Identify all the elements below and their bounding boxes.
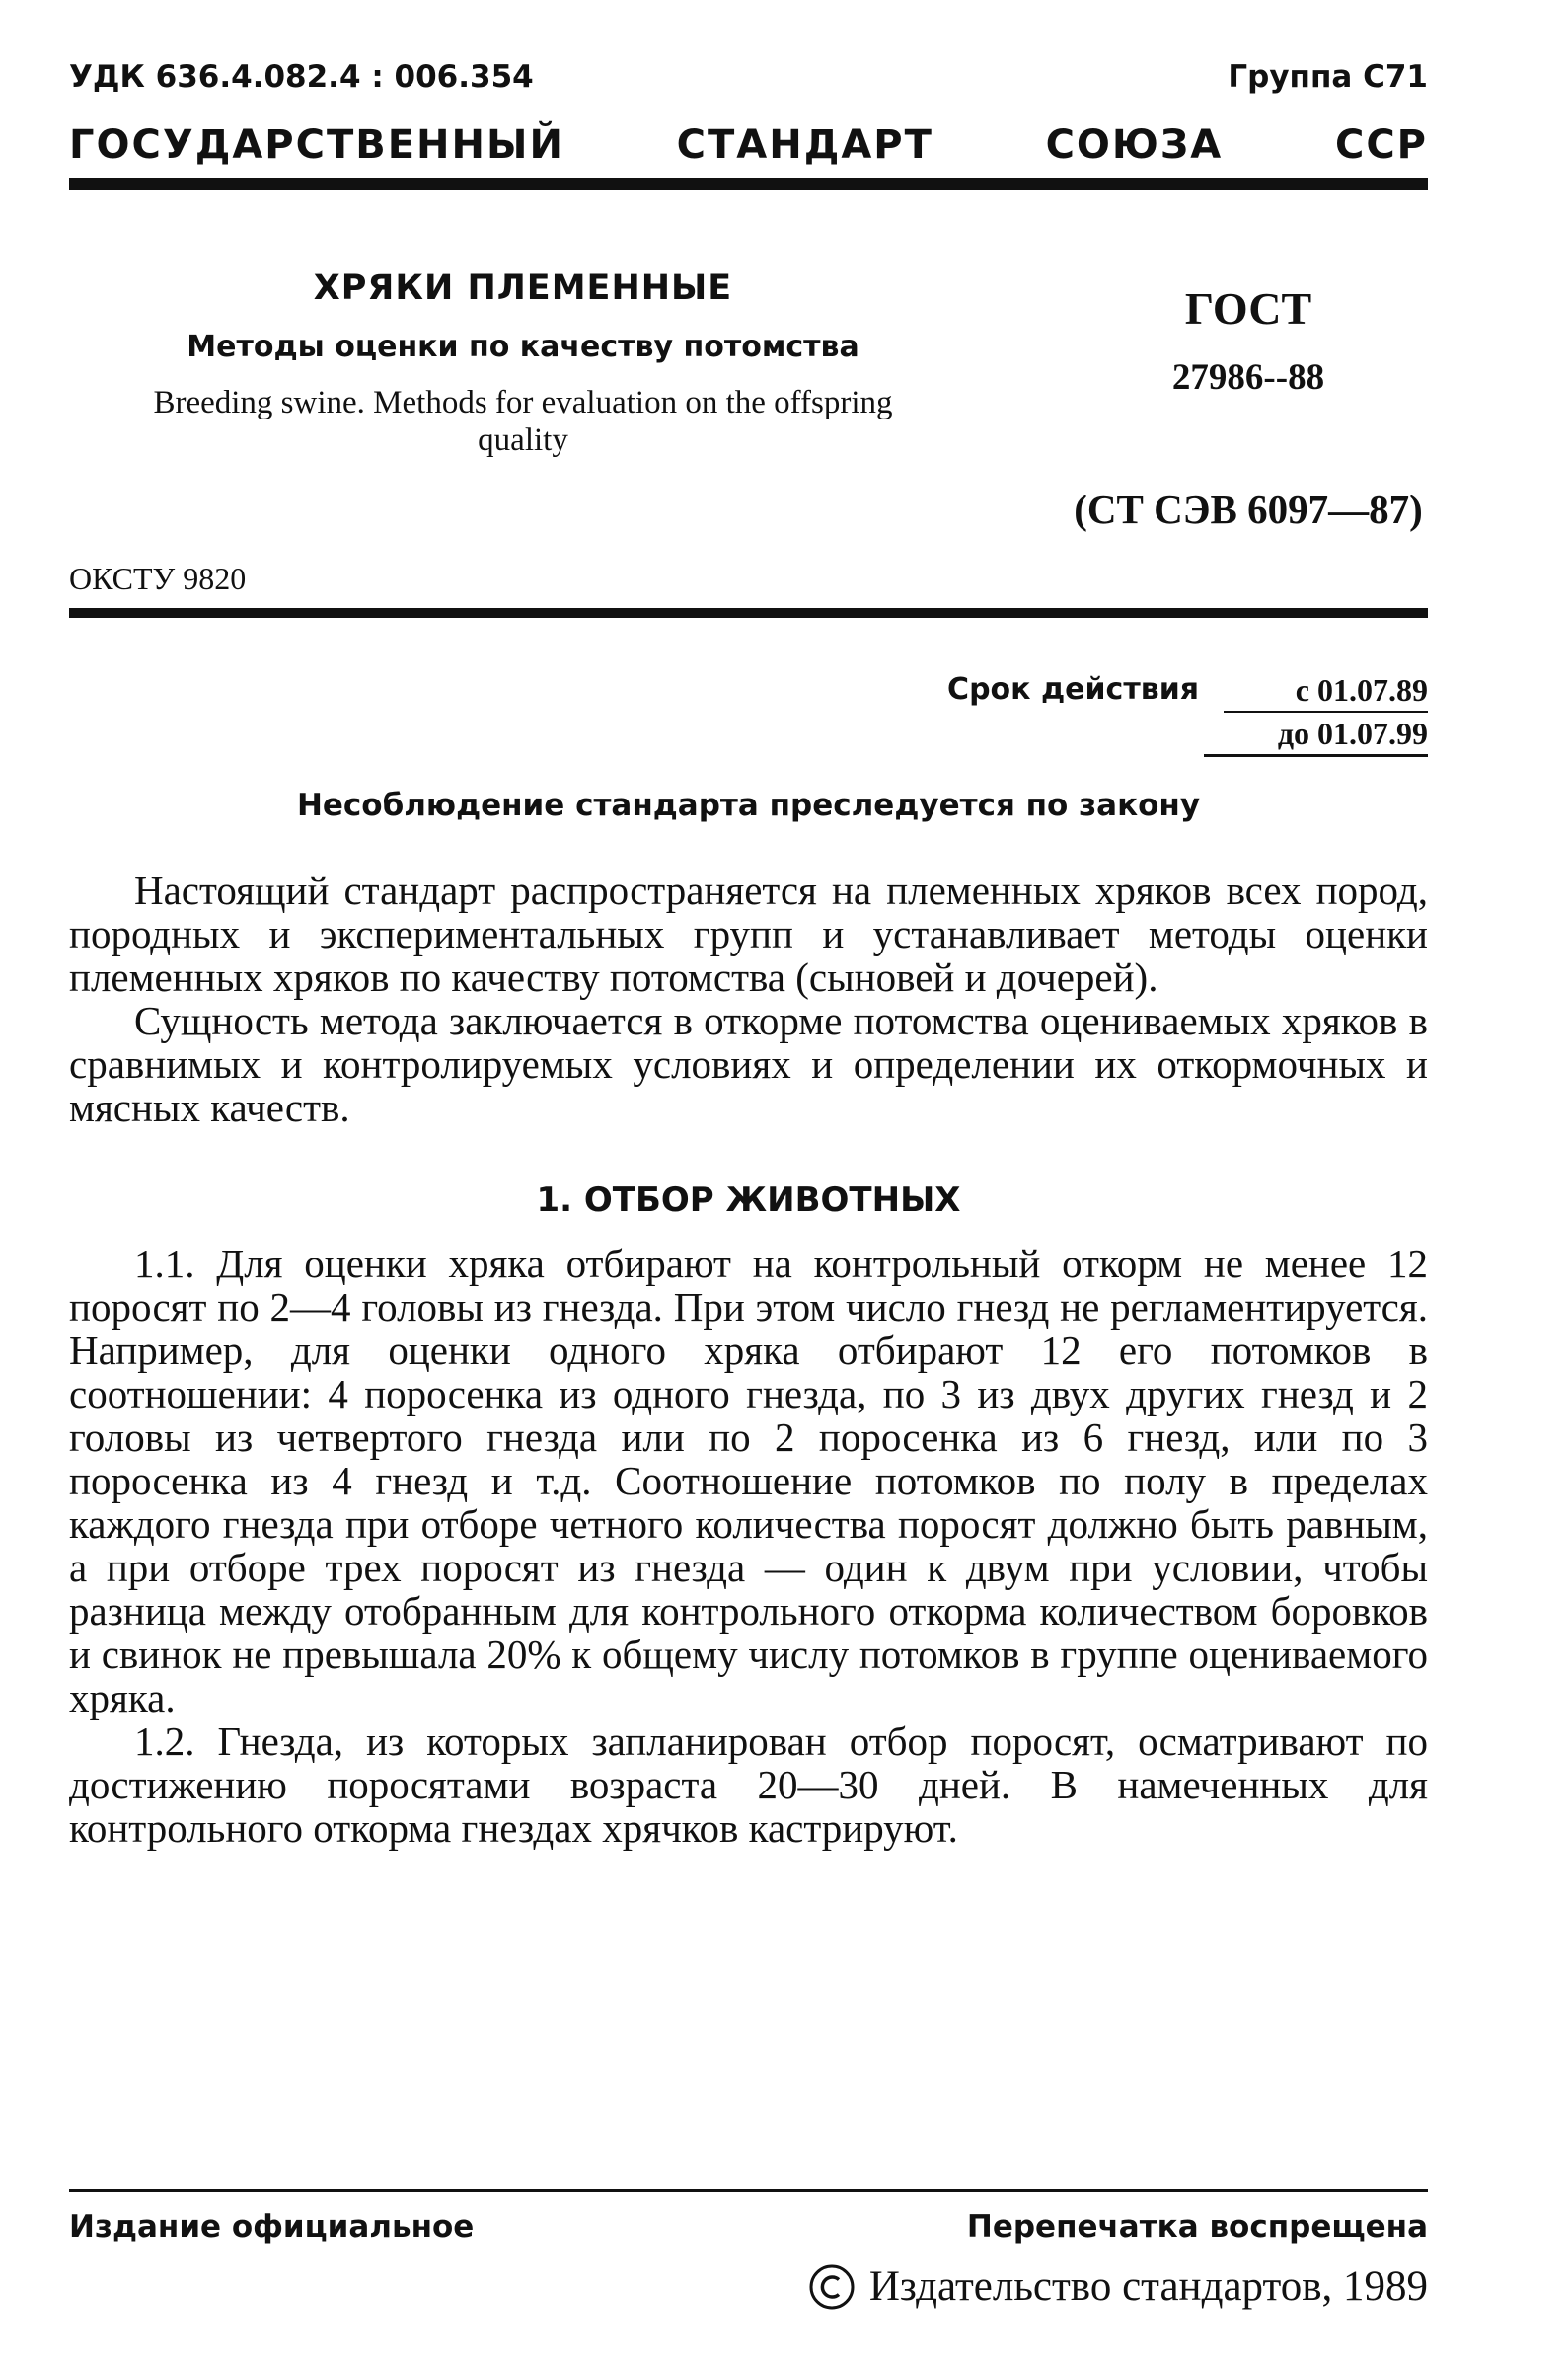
intro-paragraph: Сущность метода заключается в откорме потомства оцениваемых хряков в сравнимых и контролируемых условиях и определении их откормочных и мясных качеств.: [69, 998, 1428, 1130]
okstu-code: ОКСТУ 9820: [69, 561, 247, 596]
valid-to-date: до 01.07.99: [1277, 716, 1428, 751]
gost-label: ГОСТ: [1184, 283, 1312, 334]
edition-label: Издание официальное: [69, 2209, 475, 2245]
publisher-text: Издательство стандартов, 1989: [868, 2263, 1428, 2310]
title-block: [99, 268, 947, 459]
gost-designation: [1066, 282, 1431, 533]
document-subtitle: Методы оценки по качеству потомства: [187, 330, 859, 364]
valid-to-underline: [1204, 754, 1428, 757]
intro-paragraph: Настоящий стандарт распространяется на племенных хряков всех пород, породных и экспериментальных групп и устанавливает методы оценки племенных хряков по качеству потомства (сыновей и дочерей).: [69, 868, 1428, 1000]
state-standard-title: ГОСУДАРСТВЕННЫЙ СТАНДАРТ СОЮЗА ССР: [69, 122, 1428, 168]
reprint-notice: Перепечатка воспрещена: [966, 2209, 1428, 2245]
gost-number: 27986--88: [1171, 357, 1325, 398]
body-text: [69, 869, 1428, 1850]
valid-from-date: с 01.07.89: [1295, 672, 1428, 708]
group-code: Группа С71: [1228, 59, 1428, 95]
validity-label: Срок действия: [947, 672, 1199, 707]
section-heading: 1. ОТБОР ЖИВОТНЫХ: [536, 1181, 961, 1220]
sev-number: (СТ СЭВ 6097—87): [1074, 487, 1423, 532]
udk-code: УДК 636.4.082.4 : 006.354: [69, 59, 534, 95]
document-title: ХРЯКИ ПЛЕМЕННЫЕ: [313, 268, 733, 308]
top-divider: [69, 178, 1428, 190]
legal-notice: Несоблюдение стандарта преследуется по закону: [296, 788, 1201, 823]
middle-divider: [69, 608, 1428, 618]
bottom-divider: [69, 2189, 1428, 2192]
valid-from-underline: [1224, 711, 1428, 713]
publisher-line: [808, 2262, 1428, 2311]
section-paragraph: 1.1. Для оценки хряка отбирают на контрольный откорм не менее 12 поросят по 2—4 головы из гнезда. При этом число гнезд не регламентируется. Например, для оценки одного хряка отбирают 12 его потомков в соотношении: 4 поросенка из одного гнезда, по 3 из двух других гнезд и 2 головы из четвертого гнезда или по 2 поросенка из 6 гнезд, или по 3 поросенка из 4 гнезд и т.д. Соотношение потомков по полу в пределах каждого гнезда при отборе четного количества поросят должно быть равным, а при отборе трех поросят из гнезда — один к двум при условии, чтобы разница между отобранным для контрольного откорма количеством боровков и свинок не превышала 20% к общему числу потомков в группе оцениваемого хряка.: [69, 1241, 1428, 1720]
document-title-english: Breeding swine. Methods for evaluation on the offspring quality: [153, 385, 893, 458]
section-paragraph: 1.2. Гнезда, из которых запланирован отбор поросят, осматривают по достижению поросятами возраста 20—30 дней. В намеченных для контрольного откорма гнездах хрячков кастрируют.: [69, 1718, 1428, 1851]
copyright-icon: [808, 2263, 856, 2311]
